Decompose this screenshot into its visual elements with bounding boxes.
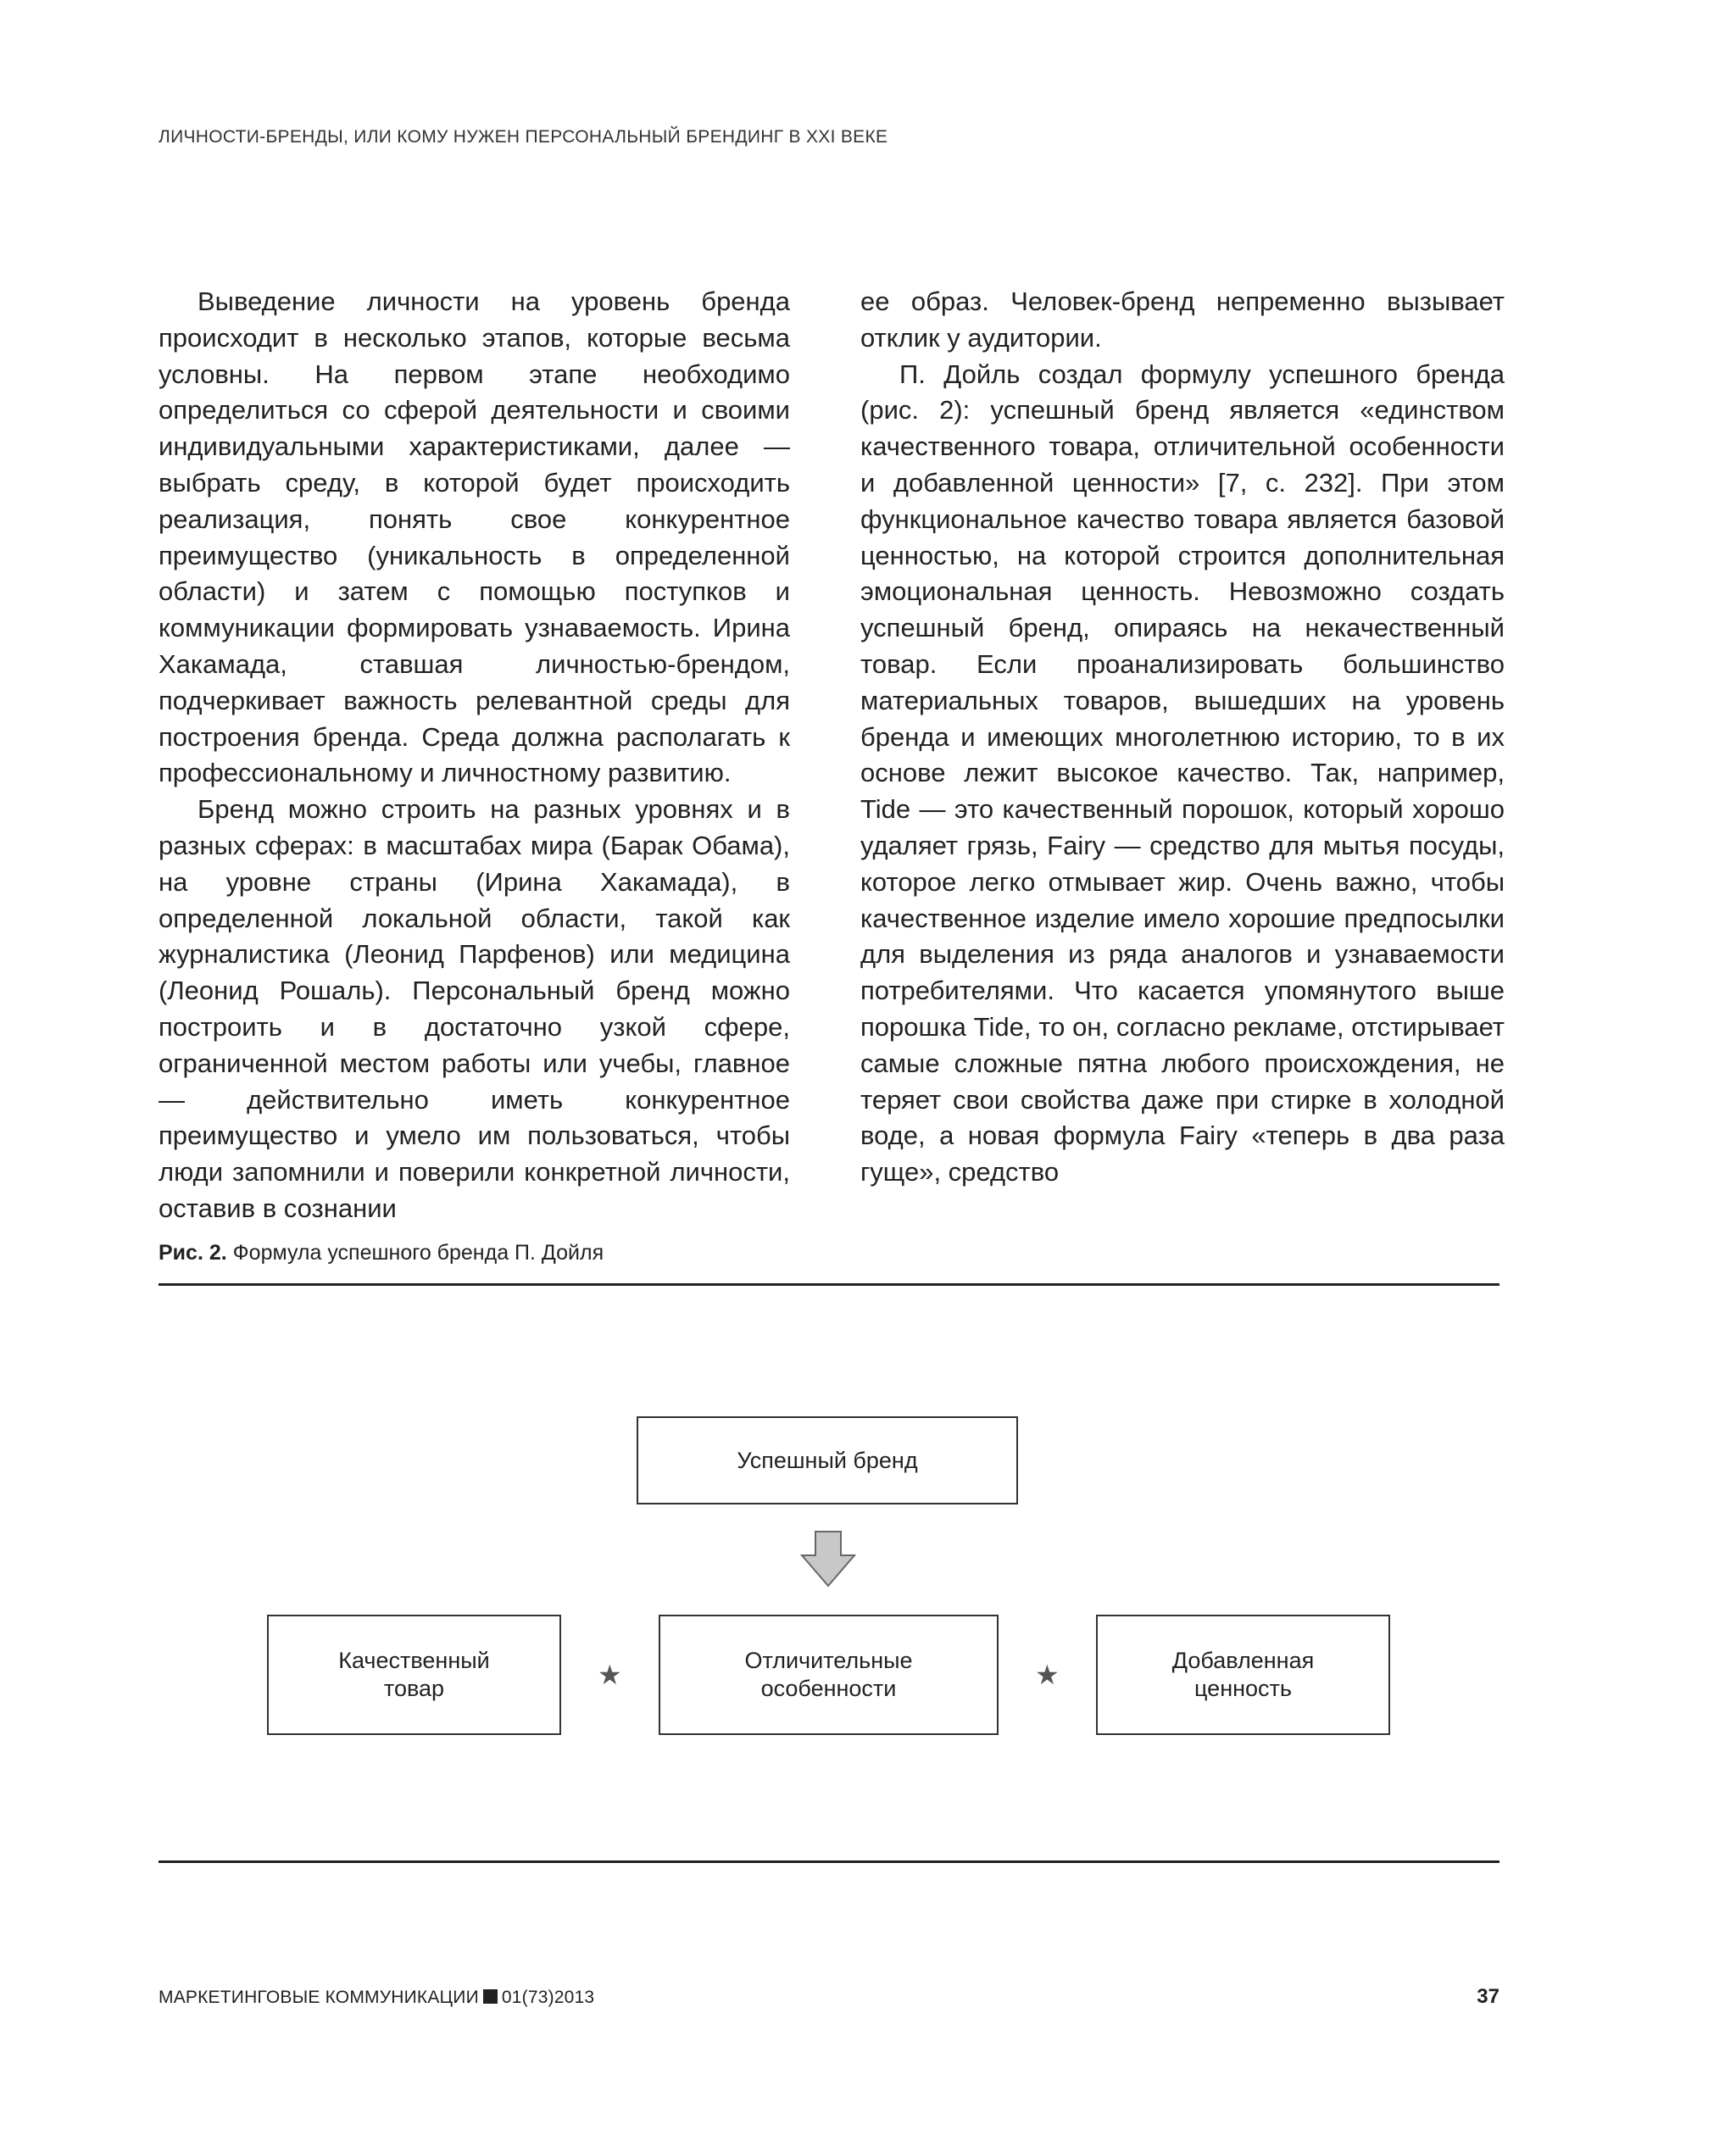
paragraph: Выведение личности на уровень бренда происходит в несколько этапов, которые весьма условны. На первом этапе необходимо определиться со сферой деятельности и своими индивидуальными характеристиками, далее — выбрать среду, в которой будет происходить реализация, понять свое конкурентное преимущество (уникальность в определенной области) и затем с помощью поступков и коммуникации формировать узнаваемость. Ирина Хакамада, ставшая личностью-брендом, подчеркивает важность релевантной среды для построения бренда. Среда должна располагать к профессиональному и личностному развитию. — [159, 286, 790, 788]
successful-brand-box — [637, 1416, 1018, 1504]
running-head: ЛИЧНОСТИ-БРЕНДЫ, ИЛИ КОМУ НУЖЕН ПЕРСОНАЛЬНЫЙ БРЕНДИНГ В XXI ВЕКЕ — [159, 127, 888, 147]
box-label: Качественный товар — [338, 1648, 490, 1701]
right-column — [860, 284, 1505, 1191]
journal-name: МАРКЕТИНГОВЫЕ КОММУНИКАЦИИ — [159, 1988, 479, 2007]
star-icon: ★ — [598, 1660, 622, 1690]
figure-bottom-rule — [159, 1860, 1500, 1863]
paragraph: ее образ. Человек-бренд непременно вызывает отклик у аудитории. — [860, 286, 1505, 353]
arrow-down-icon — [798, 1530, 858, 1589]
figure-label: Рис. 2. — [159, 1241, 227, 1265]
box-label: Добавленная ценность — [1171, 1648, 1315, 1701]
quality-product-box — [267, 1615, 561, 1735]
figure-title: Формула успешного бренда П. Дойля — [232, 1241, 604, 1265]
left-column — [159, 284, 790, 1227]
paragraph: П. Дойль создал формулу успешного бренда (рис. 2): успешный бренд является «единством качественного товара, отличительной особенности и добавленной ценности» [7, с. 232]. При этом функциональное качество товара является базовой ценностью, на которой строится дополнительная эмоциональная ценность. Невозможно создать успешный бренд, опираясь на некачественный товар. Если проанализировать большинство материальных товаров, вышедших на уровень бренда и имеющих многолетнюю историю, то в их основе лежит высокое качество. Так, например, Tide — это качественный порошок, который хорошо удаляет грязь, Fairy — средство для мытья посуды, которое легко отмывает жир. Очень важно, чтобы качественное изделие имело хорошие предпосылки для выделения из ряда аналогов и узнаваемости потребителями. Что касается упомянутого выше порошка Tide, то он, согласно рекламе, отстирывает самые сложные пятна любого происхождения, не теряет свои свойства даже при стирке в холодной воде, а новая формула Fairy «теперь в два раза гуще», средство — [860, 359, 1505, 1187]
issue-number: 01(73)2013 — [501, 1988, 595, 2007]
box-label: Успешный бренд — [737, 1447, 918, 1473]
added-value-box — [1096, 1615, 1390, 1735]
figure-caption — [159, 1241, 604, 1265]
box-label: Отличительные особенности — [744, 1648, 913, 1701]
star-icon: ★ — [1035, 1660, 1060, 1690]
page-number: 37 — [1477, 1985, 1500, 2008]
square-icon — [483, 1989, 498, 2004]
distinctive-features-box — [659, 1615, 999, 1735]
paragraph: Бренд можно строить на разных уровнях и в разных сферах: в масштабах мира (Барак Обама), на уровне страны (Ирина Хакамада), в определенной локальной области, такой как журналистика (Леонид Парфенов) или медицина (Леонид Рошаль). Персональный бренд можно построить и в достаточно узкой сфере, ограниченной местом работы или учебы, главное — действительно иметь конкурентное преимущество и умело им пользоваться, чтобы люди запомнили и поверили конкретной личности, оставив в сознании — [159, 794, 790, 1223]
footer — [159, 1988, 594, 2008]
figure-top-rule — [159, 1283, 1500, 1286]
